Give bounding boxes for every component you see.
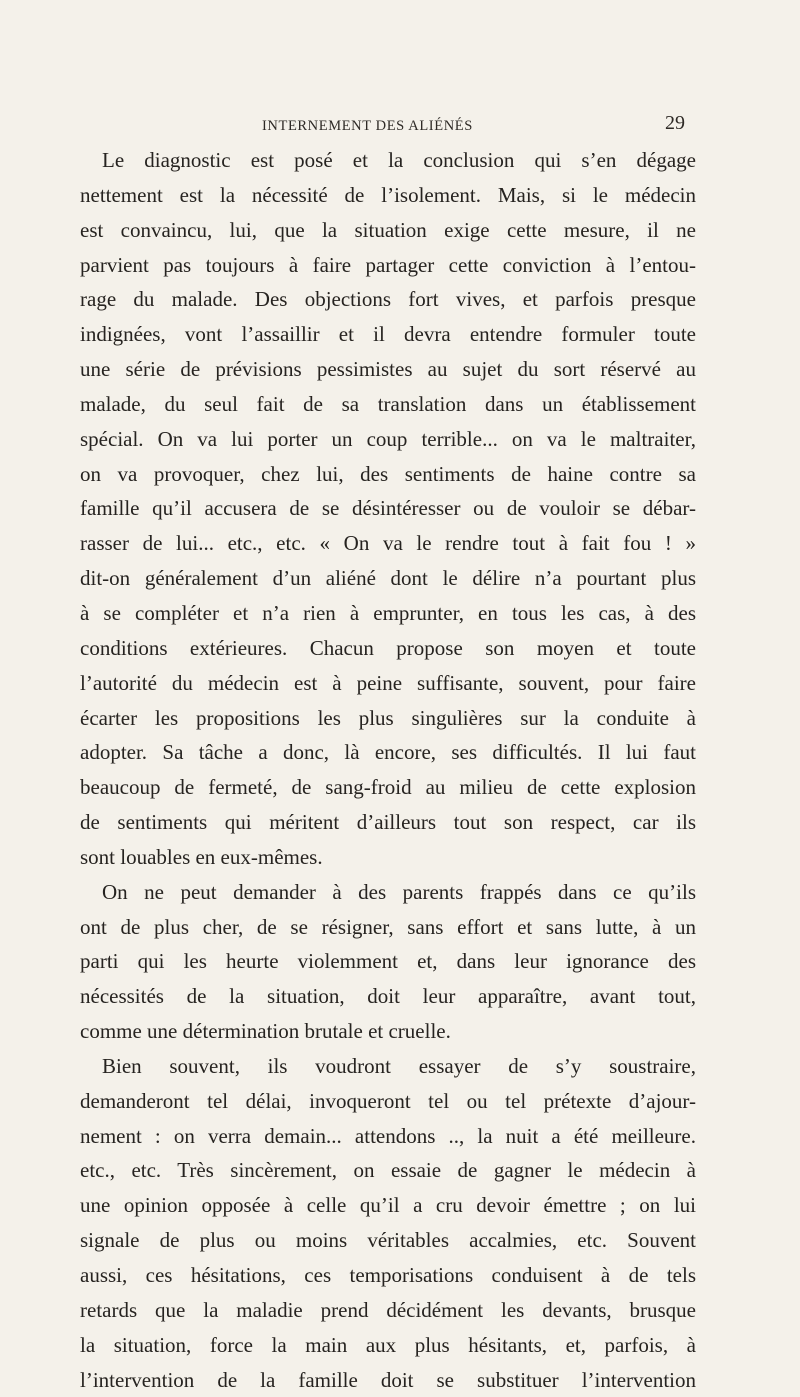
- body-text: [80, 143, 696, 1397]
- text-line: la situation, force la main aux plus hésitants, et, parfois, à: [80, 1332, 696, 1357]
- text-line: adopter. Sa tâche a donc, là encore, ses difficultés. Il lui faut: [80, 740, 696, 765]
- text-line: comme une détermination brutale et cruelle.: [80, 1019, 451, 1044]
- text-line: une opinion opposée à celle qu’il a cru devoir émettre ; on lui: [80, 1193, 696, 1218]
- text-line: rage du malade. Des objections fort vives, et parfois presque: [80, 287, 696, 312]
- text-line: écarter les propositions les plus singulières sur la conduite à: [80, 705, 696, 730]
- page-number: 29: [665, 112, 685, 134]
- text-line: nécessités de la situation, doit leur apparaître, avant tout,: [80, 984, 696, 1009]
- text-line: nement : on verra demain... attendons .., la nuit a été meilleure.: [80, 1123, 696, 1148]
- text-line: famille qu’il accusera de se désintéresser ou de vouloir se débar-: [80, 496, 696, 521]
- running-title: INTERNEMENT DES ALIÉNÉS: [262, 118, 473, 134]
- text-line: de sentiments qui méritent d’ailleurs tout son respect, car ils: [80, 810, 696, 835]
- text-line: etc., etc. Très sincèrement, on essaie de gagner le médecin à: [80, 1158, 696, 1183]
- text-line: indignées, vont l’assaillir et il devra entendre formuler toute: [80, 322, 696, 347]
- text-line: dit-on généralement d’un aliéné dont le délire n’a pourtant plus: [80, 566, 696, 591]
- text-line: On ne peut demander à des parents frappés dans ce qu’ils: [102, 879, 696, 904]
- text-line: parti qui les heurte violemment et, dans leur ignorance des: [80, 949, 696, 974]
- text-line: l’autorité du médecin est à peine suffisante, souvent, pour faire: [80, 670, 696, 695]
- text-line: parvient pas toujours à faire partager cette conviction à l’entou-: [80, 252, 696, 277]
- text-line: spécial. On va lui porter un coup terrible... on va le maltraiter,: [80, 426, 696, 451]
- text-line: beaucoup de fermeté, de sang-froid au milieu de cette explosion: [80, 775, 696, 800]
- text-line: ont de plus cher, de se résigner, sans effort et sans lutte, à un: [80, 914, 696, 939]
- text-line: malade, du seul fait de sa translation dans un établissement: [80, 391, 696, 416]
- text-line: Le diagnostic est posé et la conclusion qui s’en dégage: [102, 148, 696, 172]
- text-line: sont louables en eux-mêmes.: [80, 844, 323, 869]
- text-line: signale de plus ou moins véritables accalmies, etc. Souvent: [80, 1228, 696, 1253]
- text-line: l’intervention de la famille doit se substituer l’intervention: [80, 1367, 696, 1392]
- text-line: à se compléter et n’a rien à emprunter, en tous les cas, à des: [80, 600, 696, 625]
- text-line: est convaincu, lui, que la situation exige cette mesure, il ne: [80, 217, 696, 242]
- text-line: Bien souvent, ils voudront essayer de s’y soustraire,: [102, 1053, 696, 1078]
- text-line: aussi, ces hésitations, ces temporisations conduisent à de tels: [80, 1263, 696, 1287]
- text-line: une série de prévisions pessimistes au sujet du sort réservé au: [80, 357, 696, 382]
- text-line: conditions extérieures. Chacun propose son moyen et toute: [80, 635, 696, 660]
- text-line: nettement est la nécessité de l’isolement. Mais, si le médecin: [80, 182, 696, 207]
- text-line: rasser de lui... etc., etc. « On va le rendre tout à fait fou ! »: [80, 531, 696, 556]
- text-line: demanderont tel délai, invoqueront tel ou tel prétexte d’ajour-: [80, 1088, 696, 1113]
- text-line: retards que la maladie prend décidément les devants, brusque: [80, 1297, 696, 1322]
- text-line: on va provoquer, chez lui, des sentiments de haine contre sa: [80, 461, 696, 486]
